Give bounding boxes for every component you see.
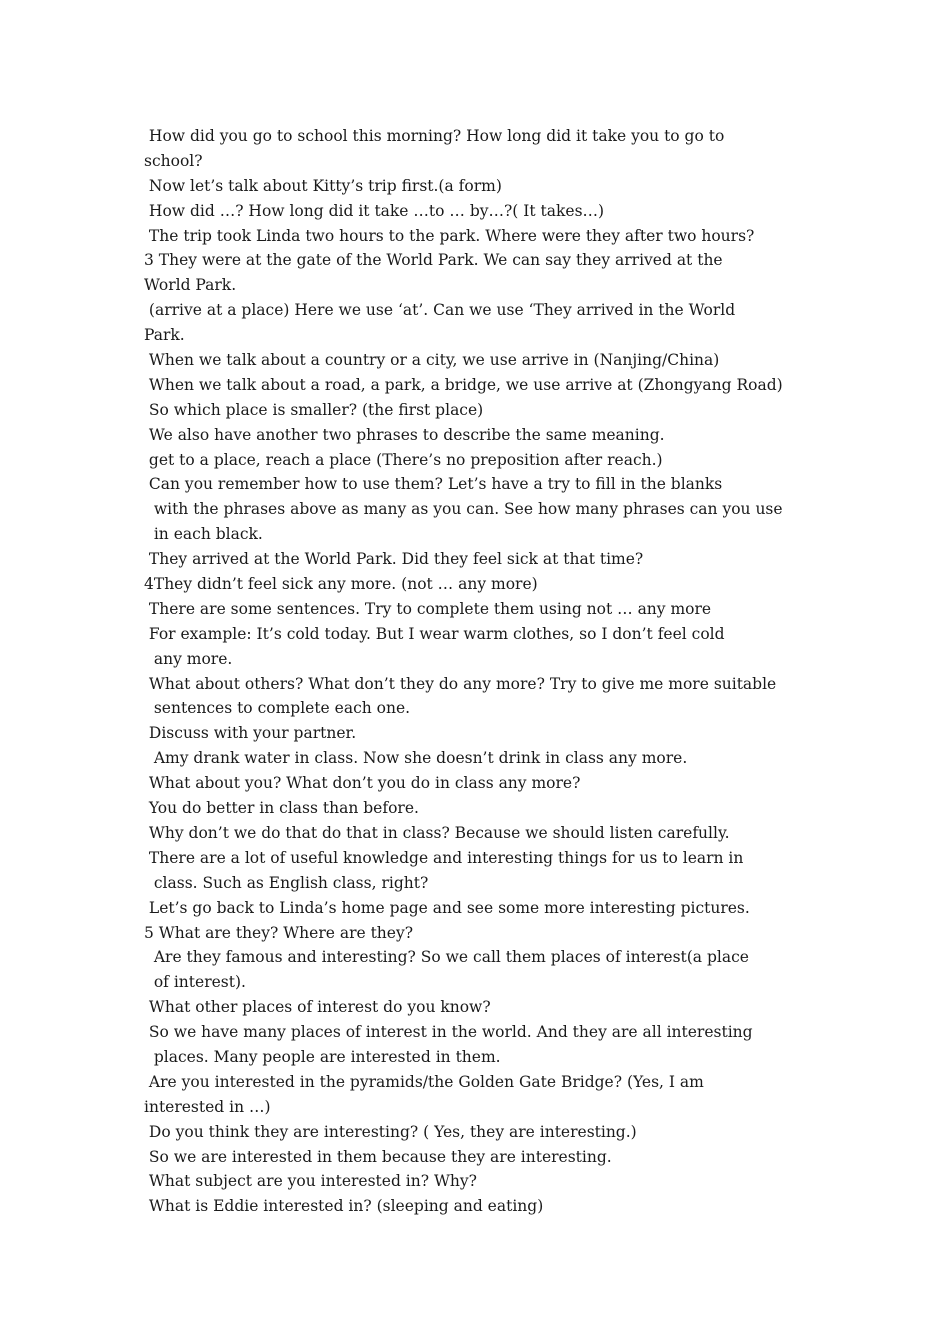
text-line: Why don’t we do that do that in class? Because we should listen carefully. [144, 823, 730, 842]
document-page [144, 124, 824, 1219]
text-line: Can you remember how to use them? Let’s have a try to fill in the blanks [144, 475, 723, 494]
text-line: What about you? What don’t you do in class any more? [144, 774, 581, 793]
text-line: Discuss with your partner. [144, 724, 357, 743]
text-line: How did …? How long did it take …to … by…?( It takes…) [144, 201, 605, 220]
text-line: 5 What are they? Where are they? [144, 923, 414, 942]
text-line: So we have many places of interest in the world. And they are all interesting [144, 1023, 753, 1042]
text-line: Let’s go back to Linda’s home page and see some more interesting pictures. [144, 898, 750, 917]
text-line: Park. [144, 326, 185, 345]
text-line: For example: It’s cold today. But I wear warm clothes, so I don’t feel cold [144, 624, 725, 643]
text-line: How did you go to school this morning? How long did it take you to go to [144, 127, 725, 145]
text-line: There are a lot of useful knowledge and interesting things for us to learn in [144, 848, 744, 867]
text-line: any more. [144, 649, 233, 668]
text-line: Are you interested in the pyramids/the Golden Gate Bridge? (Yes, I am [144, 1072, 704, 1091]
text-line: When we talk about a road, a park, a bridge, we use arrive at (Zhongyang Road) [144, 375, 783, 394]
text-line: The trip took Linda two hours to the park. Where were they after two hours? [144, 226, 755, 245]
text-line: Do you think they are interesting? ( Yes, they are interesting.) [144, 1122, 637, 1141]
text-line: sentences to complete each one. [144, 699, 411, 718]
text-line: interested in …) [144, 1097, 271, 1116]
text-line: So we are interested in them because they are interesting. [144, 1147, 612, 1166]
text-line: What other places of interest do you know? [144, 998, 491, 1017]
text-line: We also have another two phrases to describe the same meaning. [144, 425, 665, 444]
text-line: So which place is smaller? (the first place) [144, 400, 484, 419]
text-line: Amy drank water in class. Now she doesn’t drink in class any more. [144, 749, 688, 768]
text-line: school? [144, 151, 203, 170]
text-line: Are they famous and interesting? So we call them places of interest(a place [144, 948, 749, 967]
text-line: They arrived at the World Park. Did they feel sick at that time? [144, 550, 644, 569]
text-line: Now let’s talk about Kitty’s trip first.(a form) [144, 176, 502, 195]
text-line: of interest). [144, 973, 246, 992]
text-line: World Park. [144, 276, 237, 295]
text-line: with the phrases above as many as you can. See how many phrases can you use [144, 500, 783, 519]
text-line: You do better in class than before. [144, 799, 419, 818]
text-line: (arrive at a place) Here we use ‘at’. Can we use ‘They arrived in the World [144, 301, 736, 320]
text-line: 3 They were at the gate of the World Park. We can say they arrived at the [144, 251, 723, 270]
text-line: places. Many people are interested in them. [144, 1047, 501, 1066]
text-line: What about others? What don’t they do any more? Try to give me more suitable [144, 674, 777, 693]
text-line: There are some sentences. Try to complete them using not … any more [144, 599, 712, 618]
text-line: get to a place, reach a place (There’s no preposition after reach.) [144, 450, 663, 469]
text-line: in each black. [144, 525, 263, 544]
text-line: What is Eddie interested in? (sleeping and eating) [144, 1197, 544, 1216]
text-line: When we talk about a country or a city, we use arrive in (Nanjing/China) [144, 351, 720, 370]
text-line: What subject are you interested in? Why? [144, 1172, 477, 1191]
text-line: class. Such as English class, right? [144, 873, 429, 892]
text-line: 4They didn’t feel sick any more. (not … any more) [144, 575, 538, 594]
